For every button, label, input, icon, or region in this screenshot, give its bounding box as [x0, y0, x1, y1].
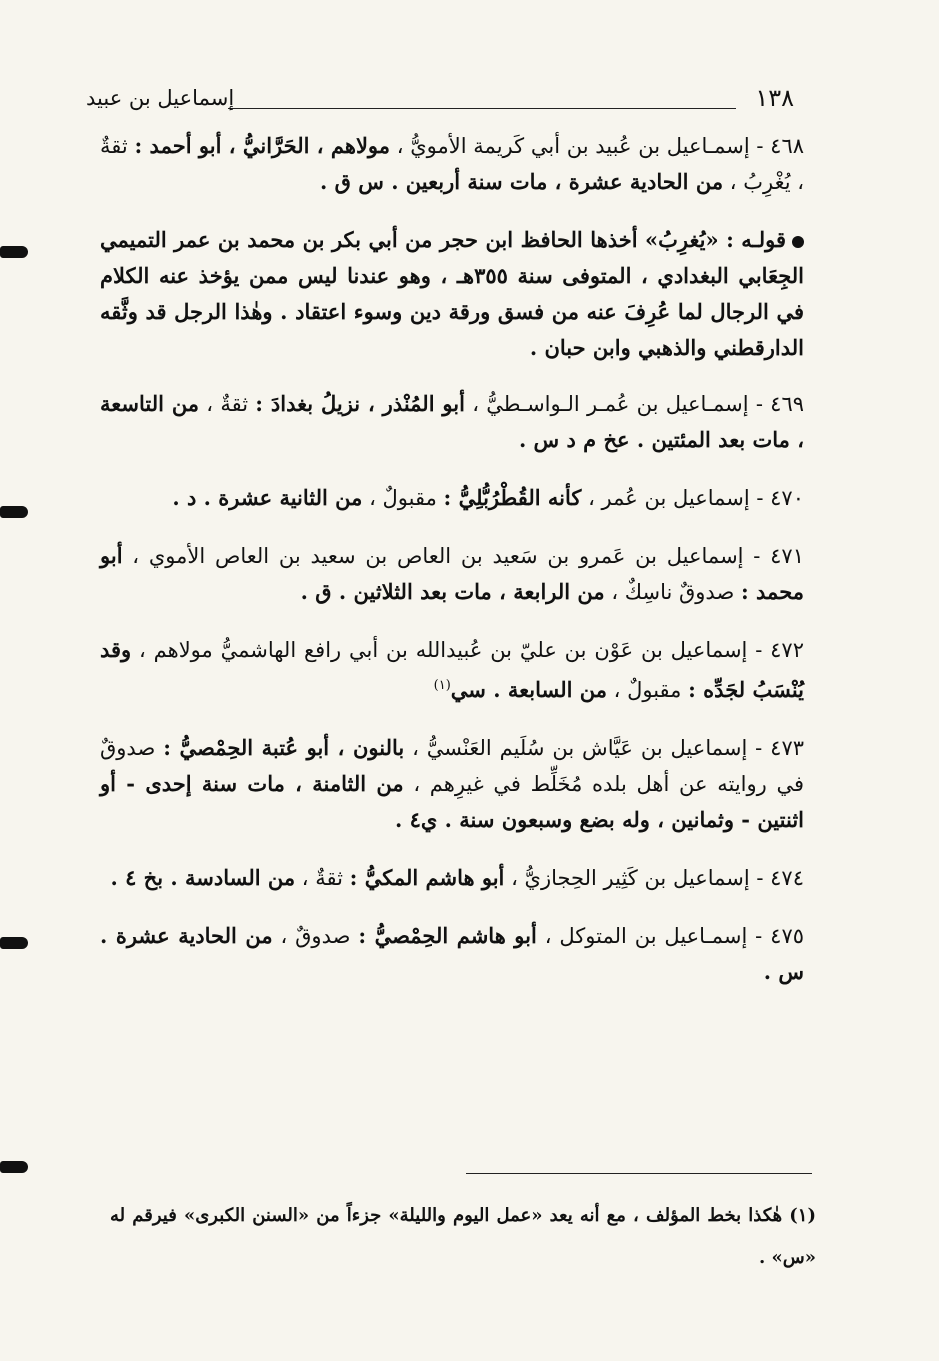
entry-tabaqa: من الحادية عشرة . س . — [100, 923, 804, 984]
entry-tabaqa: من السادسة . بخ ٤ . — [110, 865, 296, 890]
entry-bold-text: وقد يُنْسَبُ لجَدِّه : — [100, 637, 804, 702]
entry-472 — [100, 632, 804, 708]
entry-grade: صدوقٌ ، — [272, 924, 359, 948]
entry-grade: ثقةٌ ، — [199, 392, 256, 416]
entry-text: ٤٧٥ - إسمـاعيل بن المتوكل ، — [536, 924, 805, 948]
page-body — [100, 128, 804, 1012]
footnote-rule — [466, 1173, 812, 1174]
entry-text: ٤٧١ - إسماعيل بن عَمرو بن سَعيد بن العاص بن سعيد بن العاص الأموي ، — [122, 544, 804, 568]
entry-473 — [100, 730, 804, 838]
bullet-icon — [792, 236, 804, 248]
entry-text: ٤٧٠ - إسماعيل بن عُمر ، — [581, 486, 804, 510]
entry-text: ٤٧٢ - إسماعيل بن عَوْن بن عليّ بن عُبيدالله بن أبي رافع الهاشميُّ مولاهم ، — [131, 638, 804, 662]
running-title: إسماعيل بن عبيد — [86, 86, 235, 110]
entry-text: ٤٧٣ - إسماعيل بن عَيَّاش بن سُلَيم العَنْسيُّ ، — [404, 736, 805, 760]
entry-text: ٤٦٩ - إسمـاعيل بن عُمـر الـواسـطيُّ ، — [464, 392, 805, 416]
footnote: (١) هٰكذا بخط المؤلف ، مع أنه يعد «عمل اليوم والليلة» جزءاً من «السنن الكبرى» فيرقم له «س» . — [110, 1205, 816, 1268]
entry-tabaqa: من التاسعة ، مات بعد المئتين . عخ م د س . — [100, 391, 804, 452]
entry-bold-text: أبو هاشم المكيُّ : — [349, 865, 505, 890]
footnote-ref[interactable]: (١) — [433, 678, 451, 693]
entry-grade: ثقةٌ ، — [295, 866, 350, 890]
scan-margin-mark — [0, 506, 28, 518]
page-header — [86, 84, 794, 118]
entry-tabaqa: من الحادية عشرة ، مات سنة أربعين . س ق . — [320, 169, 724, 194]
entry-bold-text: أبو محمد : — [100, 543, 804, 604]
entry-text: ٤٧٤ - إسماعيل بن كَثِير الحِجازيُّ ، — [504, 866, 804, 890]
commentary-text: قولـه : «يُغرِبُ» أخذها الحافظ ابن حجر من أبي بكر بن محمد بن عمر التميمي الجِعَابي البغدادي ، المتوفى سنة ٣٥٥هـ ، وهو عندنا ليس ممن يؤخذ عنه الكلام في الرجال لما عُرِفَ عنه من فسق ورقة دين وسوء اعتقاد . وهٰذا الرجل قد وثَّقه الدارقطني والذهبي وابن حبان . — [100, 227, 805, 360]
entry-tabaqa: من الرابعة ، مات بعد الثلاثين . ق . — [300, 579, 605, 604]
entry-bold-text: كأنه القُطْرُبُّلِيُّ : — [443, 485, 582, 510]
entry-tabaqa: من الثامنة ، مات سنة إحدى - أو اثنتين - وثمانين ، وله بضع وسبعون سنة . ي٤ . — [100, 771, 804, 832]
entry-bold-text: بالنون ، أبو عُتبة الحِمْصيُّ : — [163, 735, 405, 760]
entry-tabaqa: من السابعة . سي — [450, 677, 607, 702]
entry-bold-text: أبو هاشم الحِمْصيُّ : — [358, 923, 537, 948]
entry-468 — [100, 128, 804, 200]
entry-470 — [100, 480, 804, 516]
page-number: ١٣٨ — [755, 84, 794, 112]
entry-grade: مقبولٌ ، — [362, 486, 444, 510]
entry-474 — [100, 860, 804, 896]
scan-margin-mark — [0, 1161, 28, 1173]
entry-grade: صدوقٌ في روايته عن أهل بلده مُخَلِّط في غيرِهم ، — [100, 736, 805, 796]
entry-471 — [100, 538, 804, 610]
entry-grade: ثقةٌ ، يُغْرِبُ ، — [100, 134, 804, 194]
entry-grade: مقبولٌ ، — [606, 678, 689, 702]
scan-margin-mark — [0, 937, 28, 949]
entry-469 — [100, 386, 804, 458]
entry-bold-text: مولاهم ، الحَرَّانيُّ ، أبو أحمد : — [134, 133, 391, 158]
entry-tabaqa: من الثانية عشرة . د . — [172, 485, 363, 510]
entry-475 — [100, 918, 804, 990]
header-rule — [228, 108, 736, 109]
entry-grade: صدوقٌ ناسِكٌ ، — [604, 580, 741, 604]
entry-text: ٤٦٨ - إسمـاعيل بن عُبيد بن أبي كَريمة الأمويُّ ، — [390, 134, 805, 158]
commentary-paragraph — [100, 222, 804, 366]
scan-margin-mark — [0, 246, 28, 258]
entry-bold-text: أبو المُنْذر ، نزيلُ بغدادَ : — [255, 391, 465, 416]
